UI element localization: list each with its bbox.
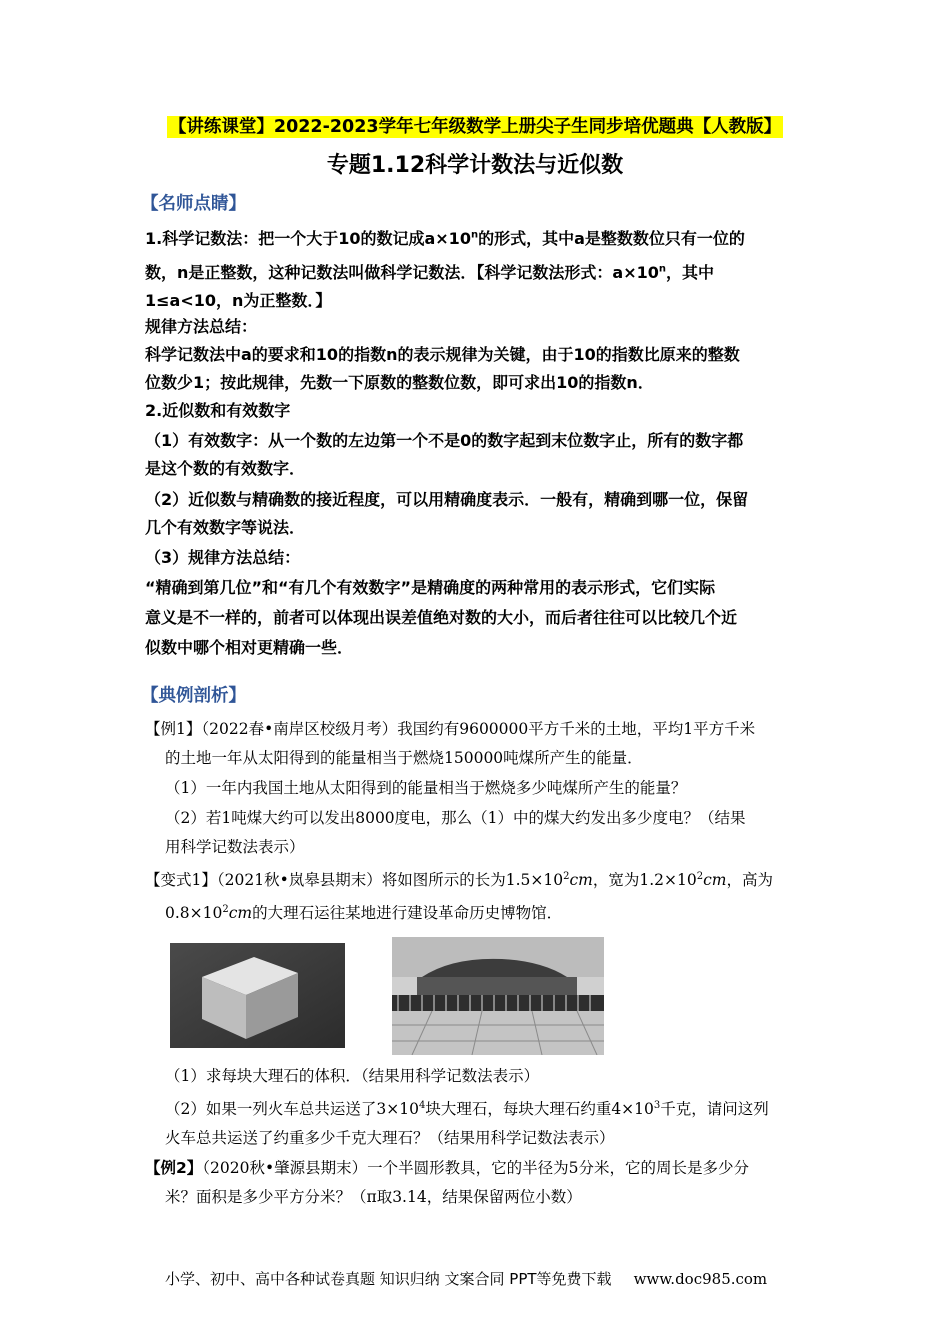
section-heading-teacher: 【名师点睛】: [141, 194, 246, 214]
variant1-line1: [145, 865, 815, 895]
variant1-label: 【变式1】: [145, 871, 217, 889]
teacher-points: [145, 224, 810, 663]
p1-line1-exp: n: [470, 229, 479, 241]
museum-photo: [392, 937, 604, 1055]
p1-line1-tail: 的形式，其中a是整数数位只有一位的: [478, 229, 745, 248]
header-text: 【讲练课堂】2022-2023学年七年级数学上册尖子生同步培优题典【人教版】: [168, 117, 782, 137]
footer-text: 小学、初中、高中各种试卷真题 知识归纳 文案合同 PPT等免费下载: [165, 1270, 612, 1288]
section-heading-examples: 【典例剖析】: [141, 686, 246, 706]
variant1-text-e: ，高为: [726, 871, 773, 889]
variant1-q2-line1: [165, 1094, 815, 1124]
variant1-q2-c: 千克，请问这列: [660, 1100, 769, 1118]
variant1-text-c: ，宽为1.2×10: [592, 871, 697, 889]
example1-q2-line1: （2）若1吨煤大约可以发出8000度电，那么（1）中的煤大约发出多少度电？（结果: [165, 809, 746, 827]
marble-block-drawing: [170, 943, 345, 1048]
p5-line1: （1）有效数字：从一个数的左边第一个不是0的数字起到末位数字止，所有的数字都: [145, 431, 744, 450]
example1-q2-line2: 用科学记数法表示）: [165, 838, 305, 856]
variant1-exp-2: 2: [696, 870, 704, 882]
header-banner: [0, 113, 950, 138]
variant1-unit-1: cm: [569, 871, 593, 889]
page-footer: [165, 1268, 767, 1289]
variant1-q2-b: 块大理石，每块大理石约重4×10: [425, 1100, 654, 1118]
example1-text-1: （2022春•南岸区校级月考）我国约有9600000平方千米的土地，平均1平方千米: [201, 720, 756, 738]
p4-heading: 2.近似数和有效数字: [145, 401, 291, 420]
variant1-q2-line2: 火车总共运送了约重多少千克大理石？（结果用科学记数法表示）: [165, 1129, 615, 1147]
page-title: 专题1.12科学计数法与近似数: [326, 153, 624, 178]
example1-q1: （1）一年内我国土地从太阳得到的能量相当于燃烧多少吨煤所产生的能量？: [165, 779, 687, 797]
footer-url[interactable]: www.doc985.com: [633, 1270, 768, 1288]
p8-line3: 似数中哪个相对更精确一些．: [145, 638, 354, 657]
p8-line2: 意义是不一样的，前者可以体现出误差值绝对数的大小，而后者往往可以比较几个近: [145, 608, 738, 627]
variant1-q1: （1）求每块大理石的体积．（结果用科学记数法表示）: [165, 1067, 540, 1085]
variant1-line2-exp: 2: [222, 903, 229, 915]
marble-block-image: [170, 943, 345, 1048]
variant1-text-a: （2021秋•岚皋县期末）将如图所示的长为1.5×10: [216, 871, 564, 889]
p1-line2: 数，n是正整数，这种记数法叫做科学记数法．【科学记数法形式：a×10: [145, 263, 659, 282]
variant1-line2-unit: cm: [228, 904, 253, 922]
p1-line2-exp: n: [658, 263, 666, 275]
example1-label: 【例1】: [145, 720, 202, 738]
p3-line2: 位数少1；按此规律，先数一下原数的整数位数，即可求出10的指数n．: [145, 373, 654, 392]
variant1-line2-c: 的大理石运往某地进行建设革命历史博物馆．: [252, 904, 563, 922]
example2-label: 【例2】: [145, 1159, 203, 1177]
variant1-line2: [165, 898, 815, 928]
p2-method-summary: 规律方法总结：: [145, 317, 258, 336]
variant1-q2-exp-2: 3: [653, 1099, 661, 1111]
example2-text-1: （2020秋•肇源县期末）一个半圆形教具，它的半径为5分米，它的周长是多少分: [202, 1159, 749, 1177]
example2-line2: 米？面积是多少平方分米？（π取3.14，结果保留两位小数）: [165, 1188, 582, 1206]
museum-photo-drawing: [392, 937, 604, 1055]
p8-line1: “精确到第几位”和“有几个有效数字”是精确度的两种常用的表示形式，它们实际: [145, 578, 716, 597]
p6-line1: （2）近似数与精确数的接近程度，可以用精确度表示．一般有，精确到哪一位，保留: [145, 490, 749, 509]
variant1-exp-1: 2: [563, 870, 570, 882]
variant1-unit-2: cm: [703, 871, 727, 889]
p7-heading: （3）规律方法总结：: [145, 548, 301, 567]
example1-line2: 的土地一年从太阳得到的能量相当于燃烧150000吨煤所产生的能量．: [165, 749, 643, 767]
variant1-q2-a: （2）如果一列火车总共运送了3×10: [165, 1100, 419, 1118]
variant1-line2-a: 0.8×10: [165, 904, 223, 922]
p6-line2: 几个有效数字等说法．: [145, 518, 306, 537]
variant1-q2-exp-1: 4: [418, 1099, 426, 1111]
p3-line1: 科学记数法中a的要求和10的指数n的表示规律为关键，由于10的指数比原来的整数: [145, 345, 740, 364]
p1-line3: 1≤a<10，n为正整数．】: [145, 291, 332, 310]
p5-line2: 是这个数的有效数字．: [145, 459, 306, 478]
example2-line1: [145, 1153, 815, 1183]
example1-line1: [145, 714, 815, 744]
p1-line1: 1.科学记数法：把一个大于10的数记成a×10: [145, 229, 471, 248]
p1-line2-tail: ，其中: [666, 263, 715, 282]
